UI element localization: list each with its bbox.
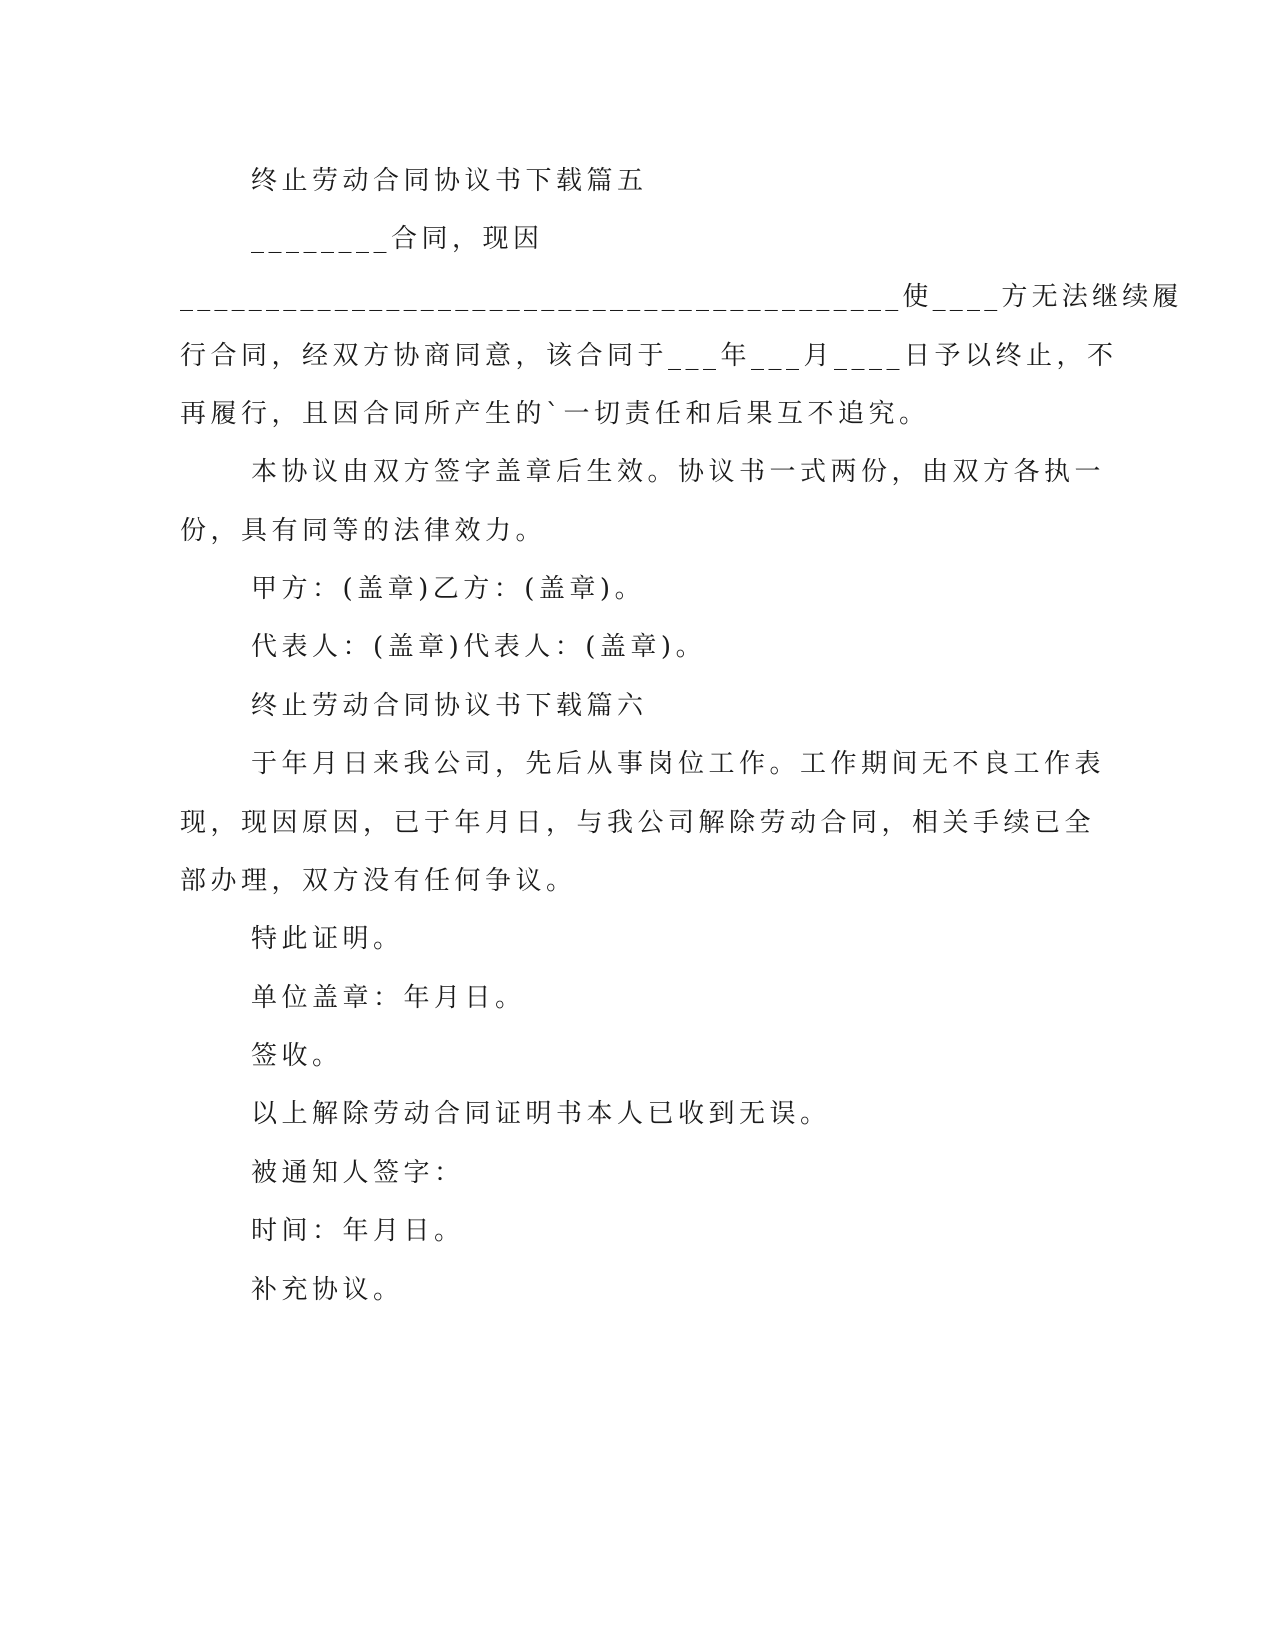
- text-line: 再履行，且因合同所产生的`一切责任和后果互不追究。: [180, 399, 930, 429]
- text-line: 行合同，经双方协商同意，该合同于___年___月____日予以终止，不: [180, 341, 1118, 371]
- text-line: 特此证明。: [251, 924, 404, 954]
- text-line: 份，具有同等的法律效力。: [180, 516, 547, 546]
- date-line: 时间：年月日。: [251, 1216, 465, 1246]
- text-line: __________________________________________使____方无法继续履: [180, 282, 1183, 312]
- text-line: 以上解除劳动合同证明书本人已收到无误。: [251, 1099, 831, 1129]
- text-line: 补充协议。: [251, 1275, 404, 1305]
- text-line: 本协议由双方签字盖章后生效。协议书一式两份，由双方各执一: [251, 457, 1106, 487]
- section-heading-5: 终止劳动合同协议书下载篇五: [251, 166, 648, 196]
- party-a-b-seal-line: 甲方：(盖章)乙方：(盖章)。: [251, 574, 646, 604]
- section-heading-6: 终止劳动合同协议书下载篇六: [251, 691, 648, 721]
- representative-seal-line: 代表人：(盖章)代表人：(盖章)。: [251, 632, 707, 662]
- text-line: ________合同，现因: [251, 224, 544, 254]
- receipt-heading: 签收。: [251, 1041, 343, 1071]
- signature-line: 被通知人签字：: [251, 1158, 465, 1188]
- text-line: 部办理，双方没有任何争议。: [180, 866, 577, 896]
- text-line: 于年月日来我公司，先后从事岗位工作。工作期间无不良工作表: [251, 749, 1106, 779]
- text-line: 现，现因原因，已于年月日，与我公司解除劳动合同，相关手续已全: [180, 808, 1096, 838]
- unit-seal-date-line: 单位盖章：年月日。: [251, 983, 526, 1013]
